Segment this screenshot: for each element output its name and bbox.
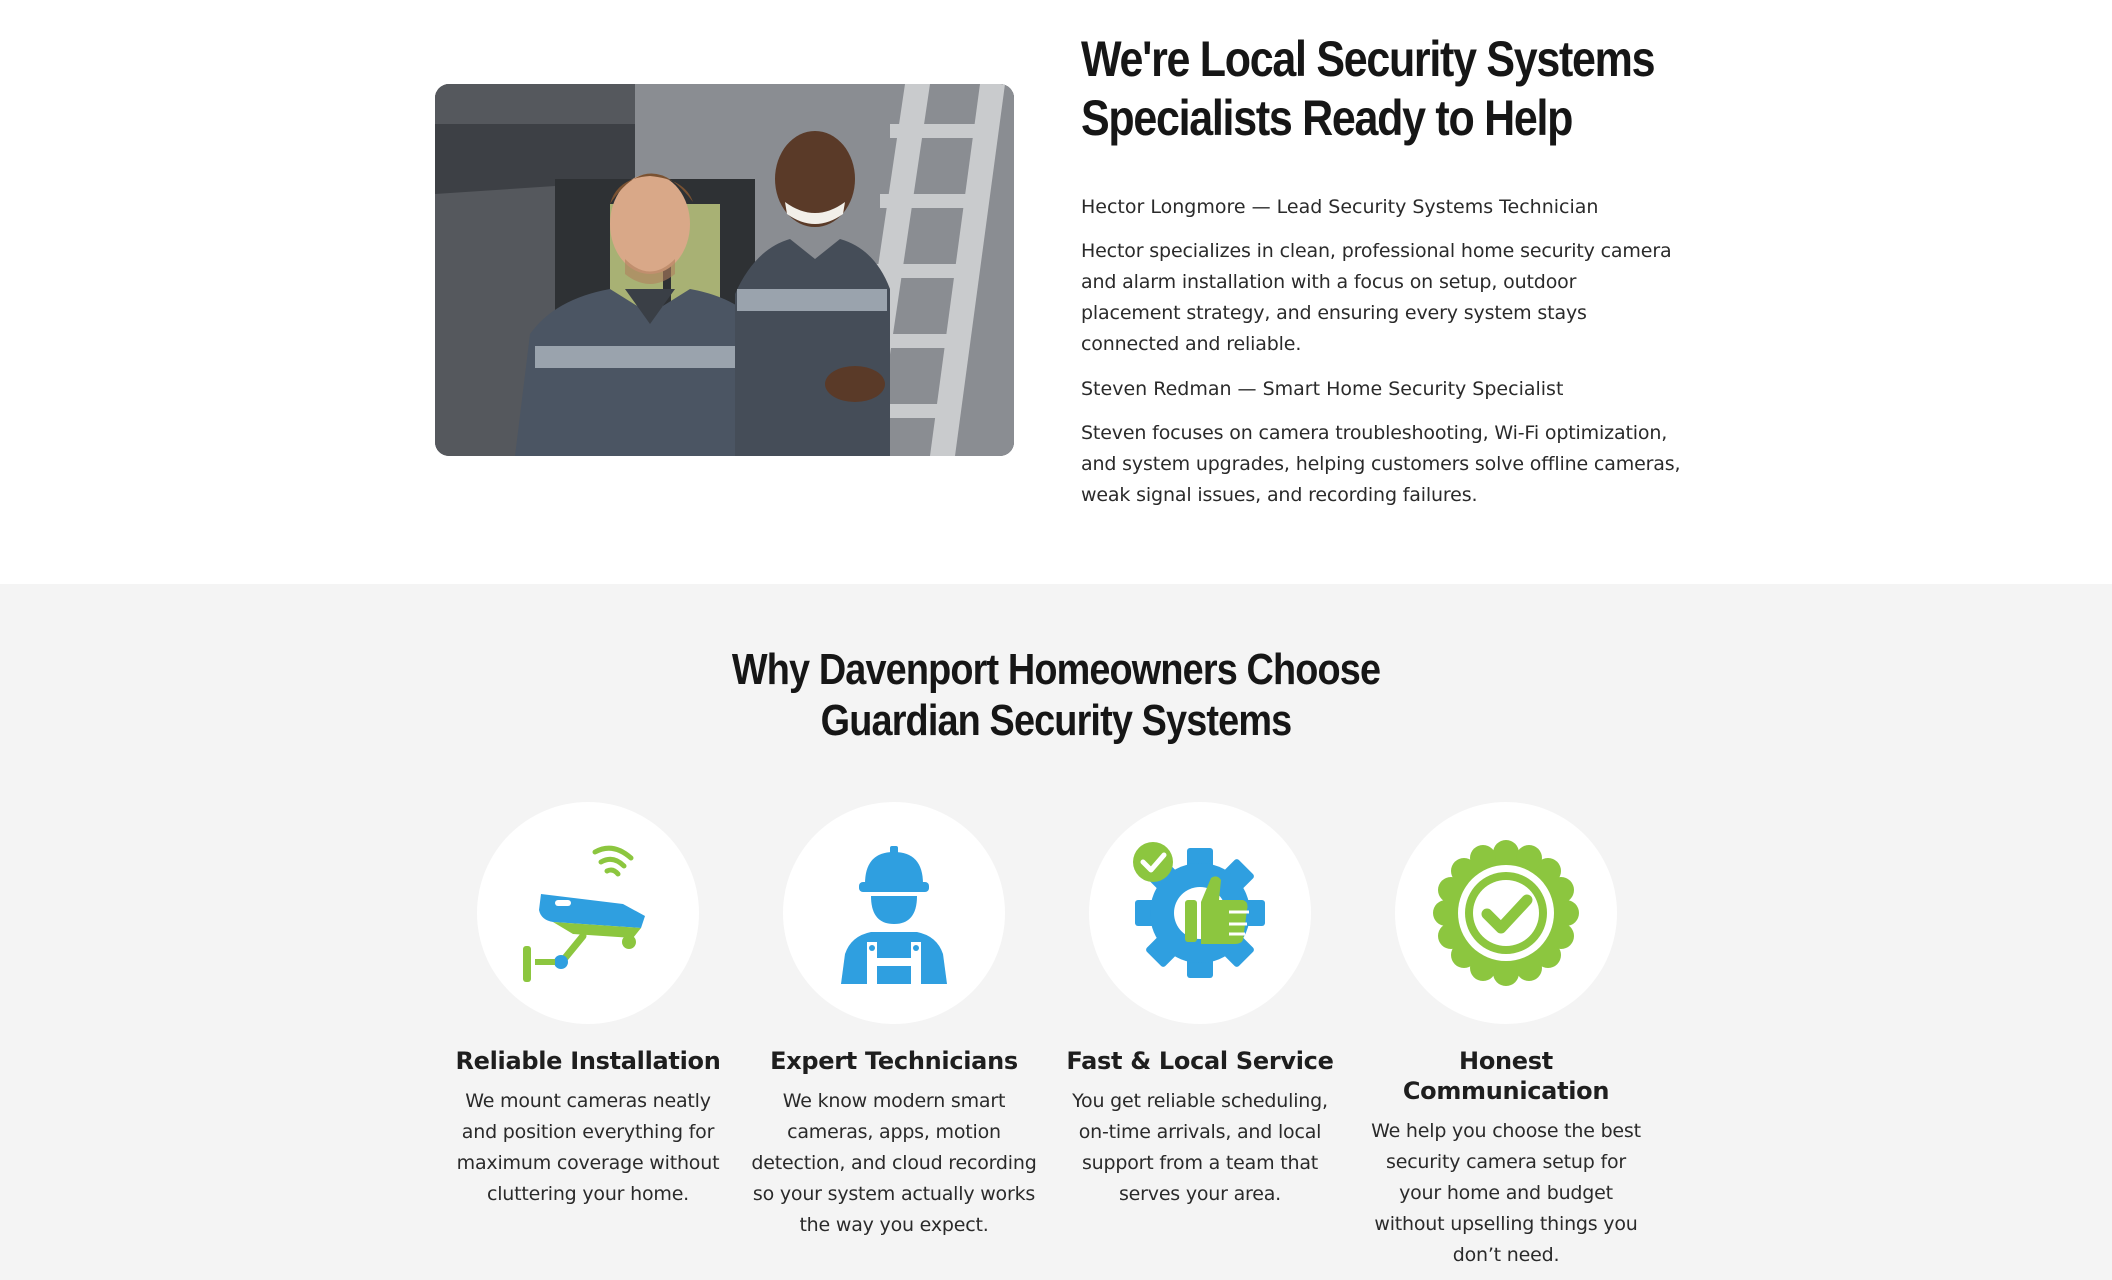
feature-description: We know modern smart cameras, apps, motion detection, and cloud recording so your system actually works the way you expect. xyxy=(751,1090,1037,1236)
feature-title: Fast & Local Service xyxy=(1066,1047,1334,1075)
feature-description: We mount cameras neatly and position everything for maximum coverage without cluttering your home. xyxy=(456,1090,720,1205)
about-section xyxy=(0,0,2112,584)
person-name-steven: Steven Redman — Smart Home Security Specialist xyxy=(1081,378,1564,400)
about-heading: We're Local Security Systems Specialists Ready to Help xyxy=(1081,31,1655,146)
feature-description: We help you choose the best security camera setup for your home and budget without upselling things you don’t need. xyxy=(1371,1120,1641,1266)
security-camera-icon xyxy=(513,838,663,988)
feature-honest-communication xyxy=(1361,802,1651,1271)
feature-fast-local-service xyxy=(1055,802,1345,1210)
why-choose-section xyxy=(0,584,2112,1280)
technician-icon xyxy=(819,838,969,988)
about-text xyxy=(1081,30,1681,525)
feature-icon-circle xyxy=(783,802,1005,1024)
person-bio-steven: Steven focuses on camera troubleshooting, Wi-Fi optimization, and system upgrades, helping customers solve offline cameras, weak signal issues, and recording failures. xyxy=(1081,422,1681,506)
feature-expert-technicians xyxy=(749,802,1039,1241)
feature-reliable-installation xyxy=(443,802,733,1210)
feature-icon-circle xyxy=(1395,802,1617,1024)
feature-icon-circle xyxy=(477,802,699,1024)
feature-icon-circle xyxy=(1089,802,1311,1024)
verified-badge-icon xyxy=(1431,838,1581,988)
person-bio-hector: Hector specializes in clean, professional home security camera and alarm installation with a focus on setup, outdoor placement strategy, and ensuring every system stays connected and reliable. xyxy=(1081,240,1672,355)
feature-description: You get reliable scheduling, on-time arrivals, and local support from a team that serves your area. xyxy=(1072,1090,1328,1205)
technicians-photo xyxy=(435,84,1014,456)
feature-title: Honest Communication xyxy=(1402,1047,1610,1105)
gear-thumbs-up-icon xyxy=(1125,838,1275,988)
why-choose-heading: Why Davenport Homeowners Choose Guardian Security Systems xyxy=(731,645,1381,745)
person-name-hector: Hector Longmore — Lead Security Systems Technician xyxy=(1081,196,1599,218)
feature-title: Expert Technicians xyxy=(770,1047,1018,1075)
feature-title: Reliable Installation xyxy=(455,1047,721,1075)
technicians-photo-illustration xyxy=(435,84,1014,456)
